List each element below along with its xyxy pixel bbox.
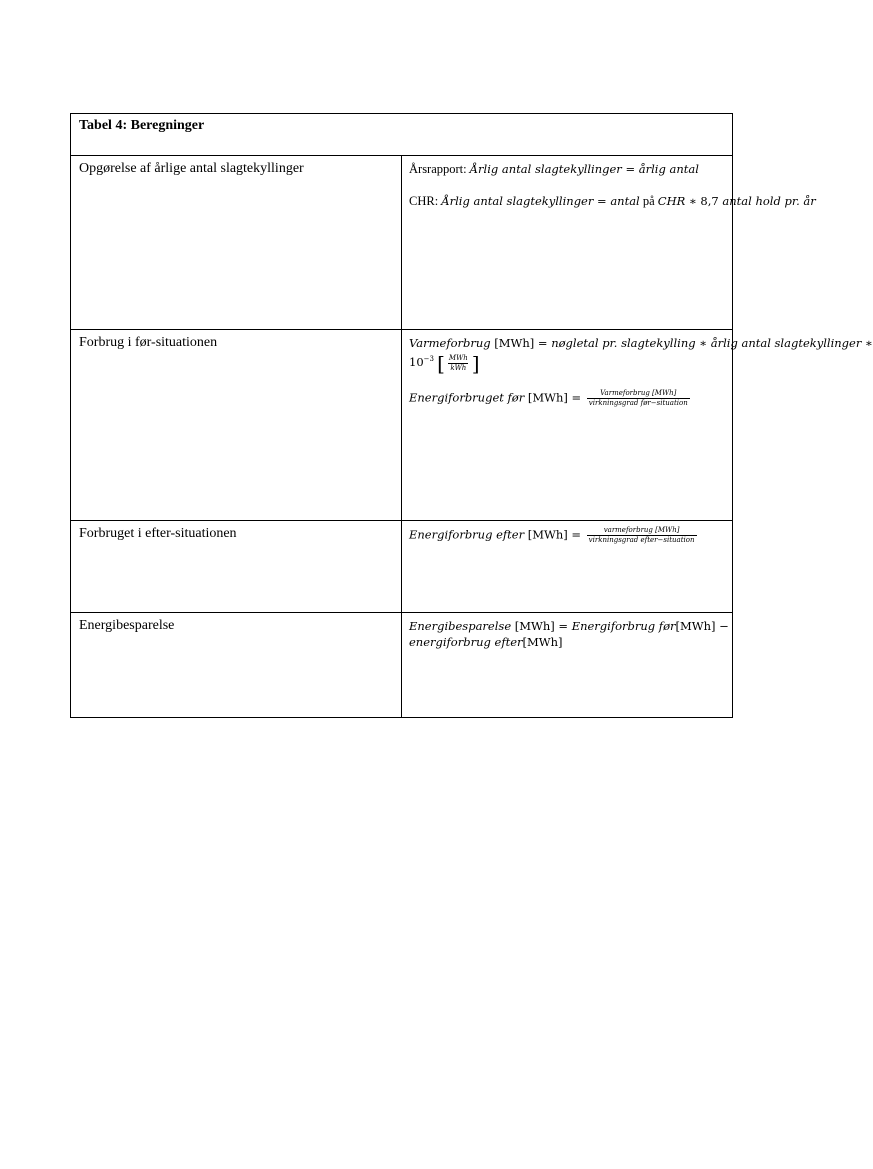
calculations-table: [70, 113, 873, 718]
formula-cell: [402, 330, 873, 521]
table-row: [71, 156, 733, 330]
row-label: Forbruget i efter-situationen: [71, 521, 402, 613]
formula-energy-savings: Energibesparelse [MWh] = Energiforbrug før[MWh] −: [409, 619, 729, 633]
formula-heat-consumption: Varmeforbrug [MWh] = nøgletal pr. slagtekylling ∗ årlig antal slagtekyllinger ∗: [409, 336, 873, 350]
formula-chr: CHR: Årlig antal slagtekyllinger = antal på CHR ∗ 8,7 antal hold pr. år: [409, 194, 816, 208]
formula-annual-report: Årsrapport: Årlig antal slagtekyllinger = årlig antal: [409, 162, 699, 176]
row-label: Opgørelse af årlige antal slagtekyllinger: [71, 156, 402, 330]
formula-energy-before: Energiforbruget før [MWh] = $\frac{\text{Varmeforbrug [MWh]}}{\text{virkningsgrad før−situation}}$: [409, 388, 688, 407]
row-label: Energibesparelse: [71, 613, 402, 718]
table-row: [71, 521, 733, 613]
formula-unit-conversion: $10^{-3}$ [ $\frac{\text{MWh}}{\text{kWh}}$ ]: [409, 351, 480, 376]
table-title: Tabel 4: Beregninger: [71, 114, 733, 156]
formula-energy-savings-line2: energiforbrug efter[MWh]: [409, 635, 563, 649]
table-row: [71, 613, 733, 718]
formula-cell: [402, 521, 733, 613]
formula-cell: [402, 613, 733, 718]
formula-cell: [402, 156, 816, 330]
row-label: Forbrug i før-situationen: [71, 330, 402, 521]
table-row: [71, 330, 733, 521]
formula-energy-after: Energiforbrug efter [MWh] = $\frac{\text{varmeforbrug [MWh]}}{\text{virkningsgrad efter−situation}}$: [409, 526, 695, 544]
